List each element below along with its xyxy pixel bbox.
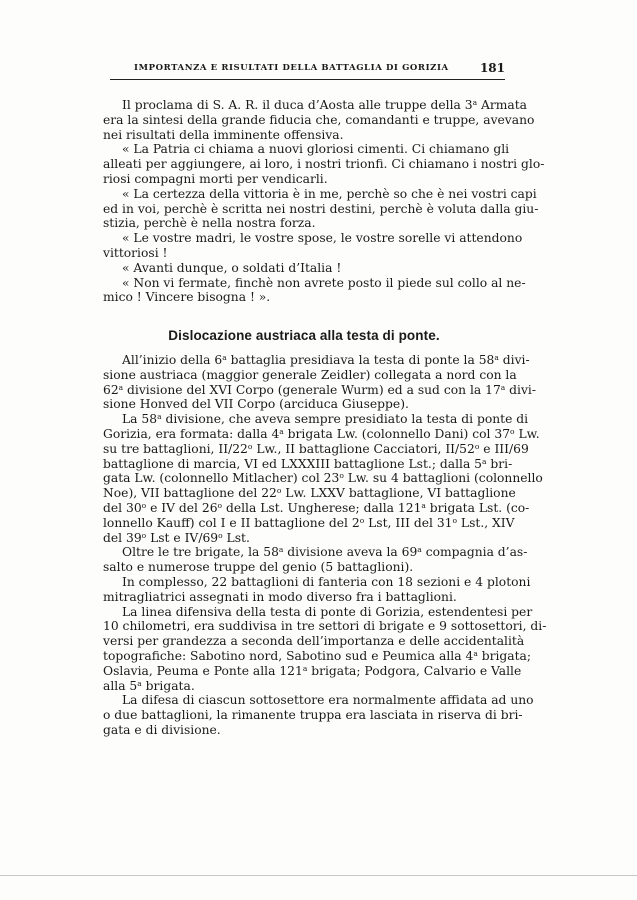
text-line: « Non vi fermate, finchè non avrete posto il piede sul collo al ne- — [122, 275, 526, 290]
section-title: Dislocazione austriaca alla testa di ponte. — [168, 328, 440, 343]
text-line: alleati per aggiungere, ai loro, i nostri trionfi. Ci chiamano i nostri glo- — [103, 157, 545, 172]
text-line: sione austriaca (maggior generale Zeidler) collegata a nord con la — [103, 367, 517, 382]
text-line: del 30$^o$ e IV del 26$^o$ della Lst. Ungherese; dalla 121$^a$ brigata Lst. (co- — [103, 500, 530, 515]
text-line: sione Honved del VII Corpo (arciduca Giuseppe). — [103, 397, 409, 412]
text-line: riosi compagni morti per vendicarli. — [103, 171, 328, 186]
text-line: su tre battaglioni, II/22$^o$ Lw., II battaglione Cacciatori, II/52$^o$ e III/69 — [103, 441, 529, 456]
text-line: nei risultati della imminente offensiva. — [103, 127, 344, 142]
text-line: 62$^a$ divisione del XVI Corpo (generale Wurm) ed a sud con la 17$^a$ divi- — [103, 382, 537, 397]
text-line: salto e numerose truppe del genio (5 battaglioni). — [103, 560, 414, 575]
text-line: Noe), VII battaglione del 22$^o$ Lw. LXXV battaglione, VI battaglione — [103, 486, 516, 501]
dislocation-text — [103, 353, 547, 738]
text-line: La difesa di ciascun sottosettore era normalmente affidata ad uno — [122, 693, 534, 708]
text-line: del 39$^o$ Lst e IV/69$^o$ Lst. — [103, 530, 250, 545]
text-line: Gorizia, era formata: dalla 4$^a$ brigata Lw. (colonnello Dani) col 37$^o$ Lw. — [103, 426, 540, 441]
text-line: La 58$^a$ divisione, che aveva sempre presidiato la testa di ponte di — [122, 412, 529, 427]
page-number: 181 — [479, 61, 505, 75]
text-line: vittoriosi ! — [103, 245, 168, 260]
text-line: mico ! Vincere bisogna ! ». — [103, 290, 271, 305]
scan-edge-divider — [0, 875, 637, 876]
text-line: In complesso, 22 battaglioni di fanteria con 18 sezioni e 4 plotoni — [122, 574, 531, 589]
text-line: « La certezza della vittoria è in me, perchè so che è nei vostri capi — [122, 186, 537, 201]
text-line: alla 5$^a$ brigata. — [103, 678, 195, 693]
text-line: gata Lw. (colonnello Mitlacher) col 23$^o$ Lw. su 4 battaglioni (colonnello — [103, 471, 543, 486]
running-head: IMPORTANZA E RISULTATI DELLA BATTAGLIA DI GORIZIA — [134, 63, 449, 73]
text-line: versi per grandezza a seconda dell’importanza e delle accidentalità — [103, 634, 525, 649]
text-line: « La Patria ci chiama a nuovi gloriosi cimenti. Ci chiamano gli — [122, 142, 510, 157]
text-line: o due battaglioni, la rimanente truppa era lasciata in riserva di bri- — [103, 708, 523, 723]
text-line: stizia, perchè è nella nostra forza. — [103, 216, 316, 231]
proclamation-text — [103, 98, 545, 305]
text-line: ed in voi, perchè è scritta nei nostri destini, perchè è voluta dalla giu- — [103, 201, 539, 216]
text-line: Il proclama di S. A. R. il duca d’Aosta alle truppe della 3$^a$ Armata — [122, 98, 527, 112]
text-line: battaglione di marcia, VI ed LXXXIII battaglione Lst.; dalla 5$^a$ bri- — [103, 456, 513, 471]
text-line: topografiche: Sabotino nord, Sabotino sud e Peumica alla 4$^a$ brigata; — [103, 648, 532, 663]
text-line: lonnello Kauff) col I e II battaglione del 2$^o$ Lst, III del 31$^o$ Lst., XIV — [103, 515, 515, 530]
text-line: gata e di divisione. — [103, 722, 221, 737]
text-line: « Avanti dunque, o soldati d’Italia ! — [122, 260, 342, 275]
text-line: La linea difensiva della testa di ponte di Gorizia, estendentesi per — [122, 604, 533, 619]
text-line: 10 chilometri, era suddivisa in tre settori di brigate e 9 sottosettori, di- — [103, 619, 547, 634]
text-line: All’inizio della 6$^a$ battaglia presidiava la testa di ponte la 58$^a$ divi- — [122, 353, 530, 367]
text-line: mitragliatrici assegnati in modo diverso fra i battaglioni. — [103, 589, 457, 604]
text-line: era la sintesi della grande fiducia che, comandanti e truppe, avevano — [103, 112, 535, 127]
text-line: Oslavia, Peuma e Ponte alla 121$^a$ brigata; Podgora, Calvario e Valle — [103, 663, 522, 678]
text-line: « Le vostre madri, le vostre spose, le vostre sorelle vi attendono — [122, 231, 523, 246]
text-line: Oltre le tre brigate, la 58$^a$ divisione aveva la 69$^a$ compagnia d’as- — [122, 545, 528, 560]
page-header — [110, 61, 505, 80]
